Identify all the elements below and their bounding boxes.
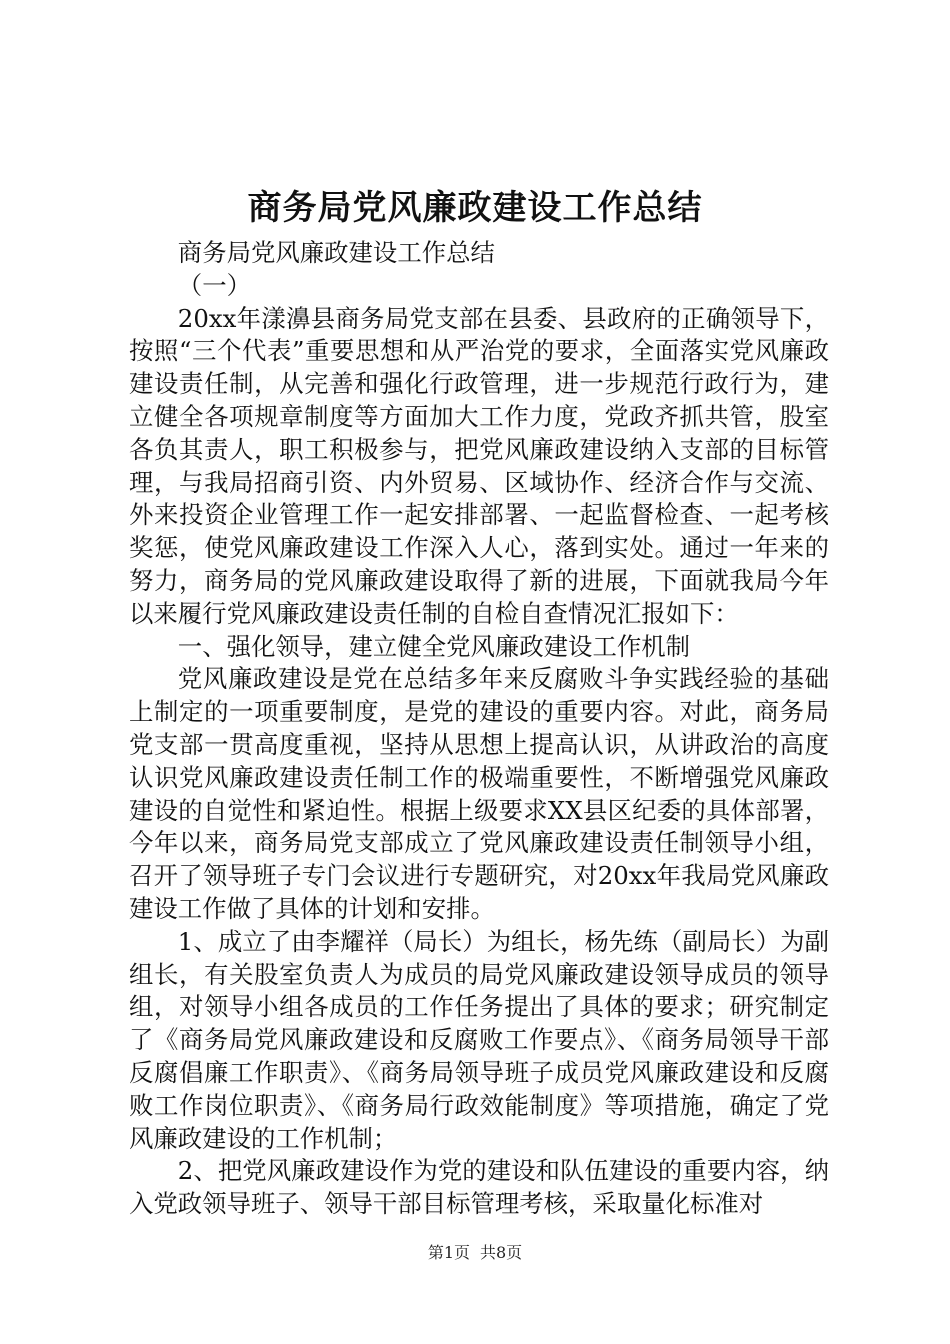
body-paragraph: 党风廉政建设是党在总结多年来反腐败斗争实践经验的基础上制定的一项重要制度，是党的建设的重要内容。对此，商务局党支部一贯高度重视，坚持从思想上提高认识，从讲政治的高度认识党风廉政建设责任制工作的极端重要性，不断增强党风廉政建设的自觉性和紧迫性。根据上级要求XX县区纪委的具体部署，今年以来，商务局党支部成立了党风廉政建设责任制领导小组，召开了领导班子专门会议进行专题研究，对20xx年我局党风廉政建设工作做了具体的计划和安排。 bbox=[129, 664, 829, 923]
page-total: 共8页 bbox=[480, 1243, 523, 1262]
subtitle-paragraph: 商务局党风廉政建设工作总结 bbox=[177, 238, 495, 267]
page-footer bbox=[0, 1242, 950, 1264]
section-number-paragraph: （一） bbox=[177, 270, 251, 300]
body-paragraph: 1、成立了由李耀祥（局长）为组长，杨先练（副局长）为副组长，有关股室负责人为成员的局党风廉政建设领导成员的领导组，对领导小组各成员的工作任务提出了具体的要求；研究制定了《商务局党风廉政建设和反腐败工作要点》、《商务局领导干部反腐倡廉工作职责》、《商务局领导班子成员党风廉政建设和反腐败工作岗位职责》、《商务局行政效能制度》等项措施，确定了党风廉政建设的工作机制； bbox=[129, 926, 829, 1153]
section-heading: 一、强化领导，建立健全党风廉政建设工作机制 bbox=[177, 631, 691, 661]
body-paragraph: 2、把党风廉政建设作为党的建设和队伍建设的重要内容，纳入党政领导班子、领导干部目标管理考核，采取量化标准对 bbox=[129, 1156, 829, 1219]
page-number: 第1页 bbox=[427, 1243, 470, 1262]
body-paragraph: 20xx年漾濞县商务局党支部在县委、县政府的正确领导下，按照“三个代表”重要思想和从严治党的要求，全面落实党风廉政建设责任制，从完善和强化行政管理，进一步规范行政行为，建立健全各项规章制度等方面加大工作力度，党政齐抓共管，股室各负其责人，职工积极参与，把党风廉政建设纳入支部的目标管理，与我局招商引资、内外贸易、区域协作、经济合作与交流、外来投资企业管理工作一起安排部署、一起监督检查、一起考核奖惩，使党风廉政建设工作深入人心，落到实处。通过一年来的努力，商务局的党风廉政建设取得了新的进展，下面就我局今年以来履行党风廉政建设责任制的自检自查情况汇报如下： bbox=[129, 303, 829, 628]
document-title: 商务局党风廉政建设工作总结 bbox=[247, 188, 703, 228]
document-body bbox=[129, 237, 829, 1221]
